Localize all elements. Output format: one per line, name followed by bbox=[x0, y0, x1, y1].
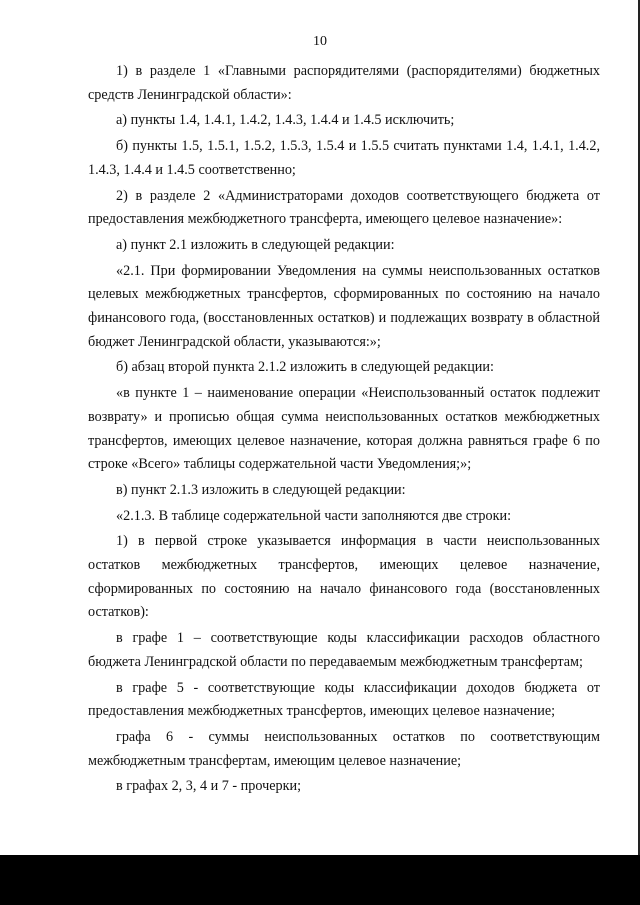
paragraph: 2) в разделе 2 «Администраторами доходов соответствующего бюджета от предоставления межбюджетного трансферта, имеющего целевое назначение»: bbox=[88, 187, 600, 228]
paragraph: б) пункты 1.5, 1.5.1, 1.5.2, 1.5.3, 1.5.4 и 1.5.5 считать пунктами 1.4, 1.4.1, 1.4.2, 1.4.3, 1.4.4 и 1.4.5 соответственно; bbox=[88, 138, 600, 178]
paragraph: 1) в первой строке указывается информация в части неиспользованных остатков межбюджетных трансфертов, имеющих целевое назначение, сформированных по состоянию на начало финансового года (восстановленных остатков): bbox=[88, 533, 600, 621]
paragraph: в) пункт 2.1.3 изложить в следующей редакции: bbox=[116, 481, 406, 498]
paragraph: «в пункте 1 – наименование операции «Неиспользованный остаток подлежит возврату» и прописью общая сумма неиспользованных остатков межбюджетных трансфертов, имеющих целевое назначение, которая должна равняться графе 6 по строке «Всего» таблицы содержательной части Уведомления;»; bbox=[88, 385, 600, 473]
paragraph: в графе 1 – соответствующие коды классификации расходов областного бюджета Ленинградской области по передаваемым межбюджетным трансфертам; bbox=[88, 630, 600, 670]
paragraph: а) пункт 2.1 изложить в следующей редакции: bbox=[116, 236, 395, 253]
page-number: 10 bbox=[313, 34, 327, 49]
scan-border bbox=[0, 855, 640, 905]
paragraph: а) пункты 1.4, 1.4.1, 1.4.2, 1.4.3, 1.4.4 и 1.4.5 исключить; bbox=[116, 112, 455, 129]
paragraph: графа 6 - суммы неиспользованных остатков по соответствующим межбюджетным трансфертам, имеющим целевое назначение; bbox=[88, 728, 600, 769]
document-body bbox=[88, 60, 600, 799]
paragraph: в графе 5 - соответствующие коды классификации доходов бюджета от предоставления межбюджетных трансфертов, имеющих целевое назначение; bbox=[88, 679, 600, 720]
paragraph: 1) в разделе 1 «Главными распорядителями (распорядителями) бюджетных средств Ленинградской области»: bbox=[88, 63, 600, 103]
paragraph: «2.1. При формировании Уведомления на суммы неиспользованных остатков целевых межбюджетных трансфертов, сформированных по состоянию на начало финансового года, (восстановленных остатков) и подлежащих возврату в областной бюджет Ленинградской области, указываются:»; bbox=[88, 262, 600, 350]
paragraph: в графах 2, 3, 4 и 7 - прочерки; bbox=[116, 778, 302, 795]
paragraph: «2.1.3. В таблице содержательной части заполняются две строки: bbox=[116, 507, 512, 524]
paragraph: б) абзац второй пункта 2.1.2 изложить в следующей редакции: bbox=[116, 359, 494, 376]
